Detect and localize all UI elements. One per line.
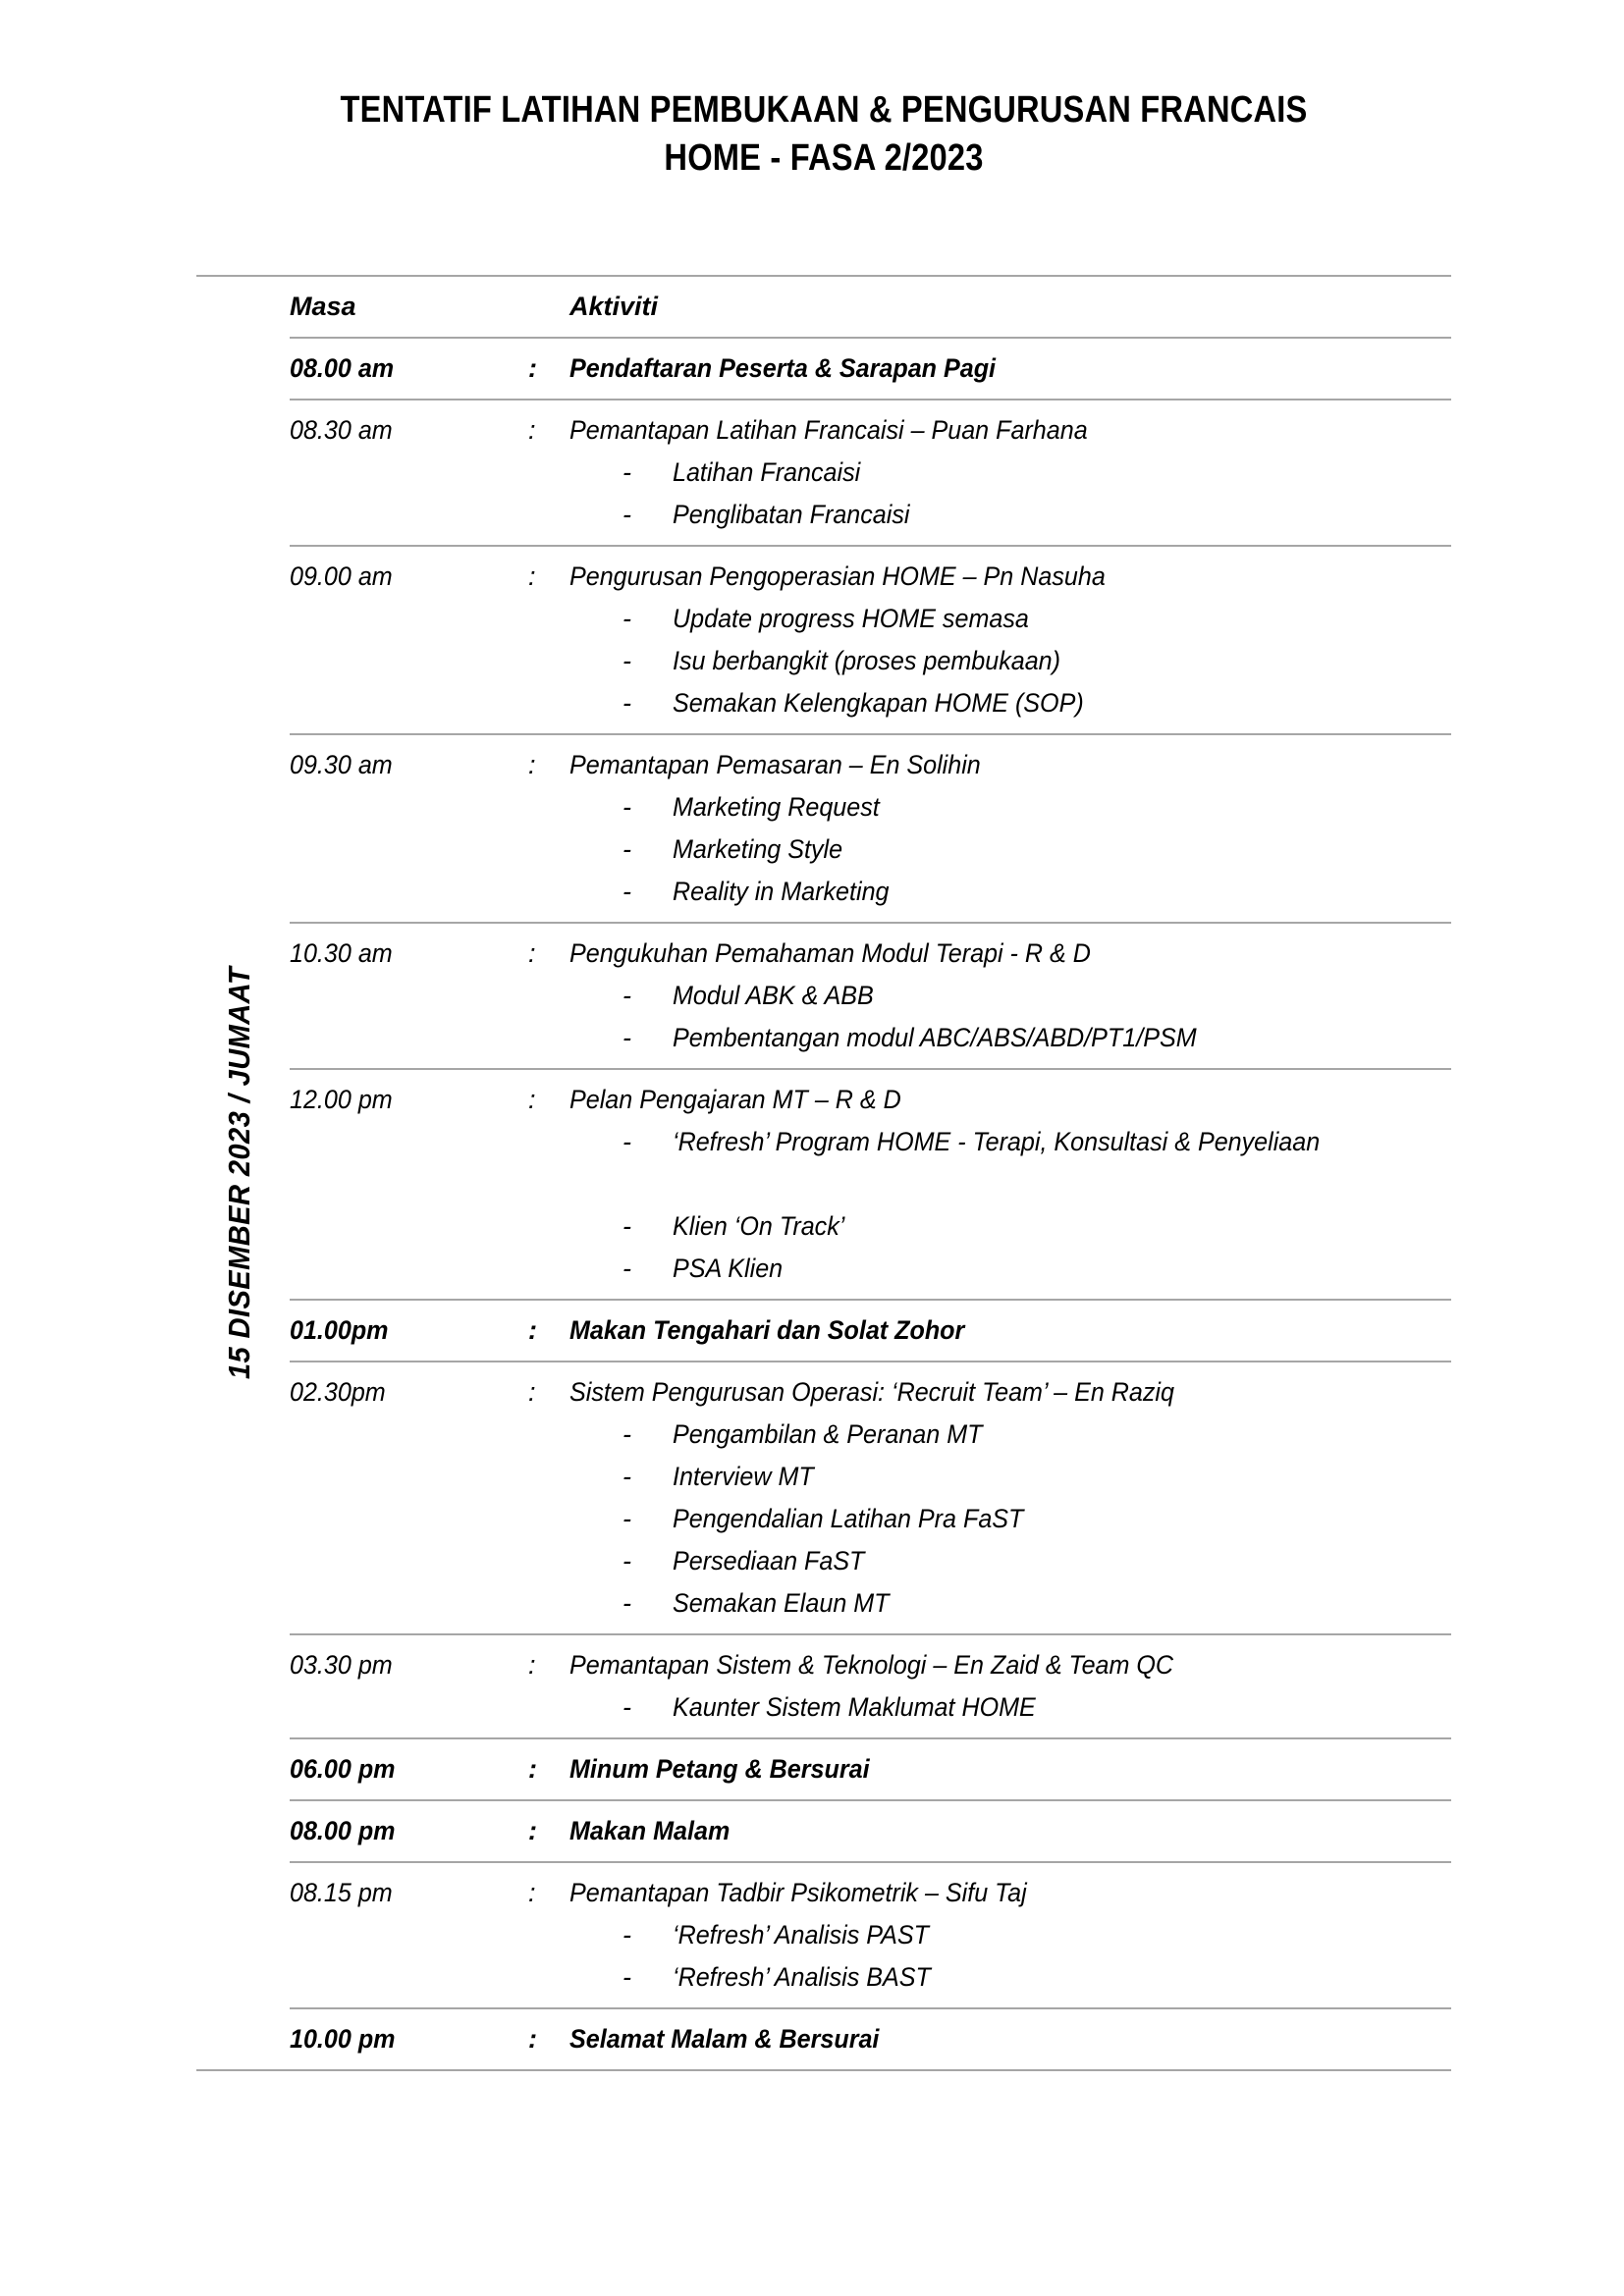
row-sub-item (196, 598, 1451, 640)
row-activity (569, 1371, 1451, 1414)
row-sub-item-label: Semakan Kelengkapan HOME (SOP) (673, 688, 1084, 718)
row-activity-text: Sistem Pengurusan Operasi: ‘Recruit Team’ – En Raziq (569, 1377, 1174, 1407)
row-activity-text: Pengurusan Pengoperasian HOME – Pn Nasuha (569, 561, 1106, 591)
bullet-dash-icon: - (623, 1419, 631, 1449)
bullet-dash-icon: - (623, 1127, 631, 1156)
table-row (196, 735, 1451, 922)
row-sub-item-label: PSA Klien (673, 1254, 784, 1283)
row-sub-item-label: Pengambilan & Peranan MT (673, 1419, 983, 1449)
row-time (290, 556, 461, 598)
row-sub-item-label: Pengendalian Latihan Pra FaST (673, 1504, 1024, 1533)
row-sub-item-label: ‘Refresh’ Analisis PAST (673, 1920, 929, 1949)
row-sub-item-label: Update progress HOME semasa (673, 604, 1029, 633)
row-time-text: 09.30 am (290, 750, 393, 779)
table-header-line (196, 286, 1451, 328)
bullet-dash-icon: - (623, 1023, 631, 1052)
row-sub-item-text (673, 1498, 1432, 1540)
row-activity (569, 1872, 1451, 1914)
row-separator-colon: : (528, 1315, 537, 1345)
row-sub-item (196, 786, 1451, 828)
row-activity (569, 2018, 1451, 2060)
row-time-text: 08.15 pm (290, 1878, 393, 1907)
bullet-dash-icon: - (623, 1692, 631, 1722)
bullet-dash-icon: - (623, 604, 631, 633)
bullet-dash-icon: - (623, 1254, 631, 1283)
row-separator-colon: : (528, 353, 537, 383)
row-separator-colon: : (528, 1878, 536, 1907)
row-separator-colon: : (528, 1085, 536, 1114)
row-sub-item-text (673, 1540, 1432, 1582)
table-row (196, 1801, 1451, 1861)
row-sub-item (196, 452, 1451, 494)
row-time-text: 10.30 am (290, 938, 393, 968)
row-sub-item-text (673, 1017, 1432, 1059)
row-separator-colon: : (528, 561, 536, 591)
row-sub-item-label: Latihan Francaisi (673, 457, 861, 487)
row-main-line (196, 933, 1451, 975)
row-main-line (196, 347, 1451, 390)
row-activity-text: Pengukuhan Pemahaman Modul Terapi - R & D (569, 938, 1091, 968)
row-activity (569, 1079, 1451, 1121)
table-row (196, 339, 1451, 399)
page-title (196, 86, 1451, 183)
row-activity (569, 744, 1451, 786)
table-row (196, 1070, 1451, 1299)
row-sub-item (196, 1686, 1451, 1729)
table-row (196, 1301, 1451, 1361)
row-sub-item-text (673, 1686, 1432, 1729)
row-sub-item-label: Marketing Style (673, 834, 843, 864)
row-time (290, 744, 461, 786)
row-time-text: 08.00 pm (290, 1816, 396, 1845)
row-separator-colon: : (528, 1754, 537, 1784)
row-sub-item (196, 1540, 1451, 1582)
bullet-dash-icon: - (623, 457, 631, 487)
table-body (196, 337, 1451, 2069)
row-time-text: 02.30pm (290, 1377, 386, 1407)
row-main-line (196, 1872, 1451, 1914)
table-header-row (196, 277, 1451, 337)
row-sub-item (196, 1121, 1451, 1205)
table-row (196, 547, 1451, 733)
row-sub-item (196, 1017, 1451, 1059)
table-row (196, 924, 1451, 1068)
row-sub-item-text (673, 1914, 1432, 1956)
row-activity-text: Pemantapan Sistem & Teknologi – En Zaid & Team QC (569, 1650, 1174, 1680)
row-sub-item (196, 1582, 1451, 1625)
row-sub-item-label: Penglibatan Francaisi (673, 500, 910, 529)
row-sub-item (196, 1248, 1451, 1290)
title-line-1 (284, 86, 1363, 134)
row-sub-item-text (673, 1414, 1432, 1456)
row-separator-colon: : (528, 2024, 537, 2054)
row-activity (569, 556, 1451, 598)
row-sub-item (196, 975, 1451, 1017)
row-time-text: 09.00 am (290, 561, 393, 591)
row-activity-text: Pemantapan Pemasaran – En Solihin (569, 750, 981, 779)
bullet-dash-icon: - (623, 1920, 631, 1949)
row-sub-item (196, 1205, 1451, 1248)
row-time-text: 06.00 pm (290, 1754, 396, 1784)
row-sub-item-text (673, 1582, 1432, 1625)
row-sub-item-label: Semakan Elaun MT (673, 1588, 890, 1618)
table-row (196, 1362, 1451, 1633)
row-time (290, 2018, 461, 2060)
row-separator-colon: : (528, 938, 536, 968)
row-activity-text: Pelan Pengajaran MT – R & D (569, 1085, 901, 1114)
row-main-line (196, 1079, 1451, 1121)
row-time (290, 347, 461, 390)
bullet-dash-icon: - (623, 1962, 631, 1992)
bullet-dash-icon: - (623, 792, 631, 822)
row-sub-item (196, 1914, 1451, 1956)
row-sub-item-text (673, 1205, 1432, 1248)
row-separator-colon: : (528, 415, 536, 445)
row-sub-item (196, 871, 1451, 913)
bullet-dash-icon: - (623, 1588, 631, 1618)
row-activity (569, 1810, 1451, 1852)
row-sub-item-label: Isu berbangkit (proses pembukaan) (673, 646, 1061, 675)
row-sub-item-text (673, 1121, 1432, 1163)
row-main-line (196, 1371, 1451, 1414)
date-label-text: 15 DISEMBER 2023 / JUMAAT (222, 966, 256, 1380)
row-main-line (196, 1309, 1451, 1352)
row-separator-colon: : (528, 1816, 537, 1845)
row-sub-item (196, 640, 1451, 682)
row-sub-item-text (673, 828, 1432, 871)
table-row (196, 400, 1451, 545)
row-sub-item-text (673, 975, 1432, 1017)
row-activity-text: Minum Petang & Bersurai (569, 1754, 870, 1784)
row-activity-text: Makan Tengahari dan Solat Zohor (569, 1315, 965, 1345)
row-main-line (196, 1810, 1451, 1852)
row-time (290, 1371, 461, 1414)
row-time (290, 409, 461, 452)
row-activity-text: Pemantapan Tadbir Psikometrik – Sifu Taj (569, 1878, 1027, 1907)
row-separator-colon: : (528, 750, 536, 779)
bullet-dash-icon: - (623, 877, 631, 906)
table-row (196, 2009, 1451, 2069)
row-sub-item-label: ‘Refresh’ Program HOME - Terapi, Konsultasi & Penyeliaan (673, 1127, 1321, 1156)
row-sub-item-text (673, 494, 1432, 536)
row-time (290, 1748, 461, 1790)
bullet-dash-icon: - (623, 500, 631, 529)
row-activity (569, 409, 1451, 452)
row-time-text: 01.00pm (290, 1315, 389, 1345)
row-time (290, 1872, 461, 1914)
schedule-table (196, 275, 1451, 2071)
row-main-line (196, 556, 1451, 598)
row-separator-colon: : (528, 1377, 536, 1407)
row-sub-item-text (673, 640, 1432, 682)
row-time (290, 1810, 461, 1852)
row-sub-item (196, 828, 1451, 871)
title-line-1-text: TENTATIF LATIHAN PEMBUKAAN & PENGURUSAN FRANCAIS (340, 89, 1308, 131)
row-main-line (196, 1644, 1451, 1686)
row-activity (569, 933, 1451, 975)
row-sub-item-text (673, 598, 1432, 640)
row-sub-item (196, 1956, 1451, 1999)
row-activity (569, 1748, 1451, 1790)
row-sub-item-label: ‘Refresh’ Analisis BAST (673, 1962, 931, 1992)
bullet-dash-icon: - (623, 1211, 631, 1241)
row-time-text: 12.00 pm (290, 1085, 393, 1114)
column-header-time: Masa (290, 292, 356, 321)
bullet-dash-icon: - (623, 646, 631, 675)
row-sub-item (196, 1498, 1451, 1540)
table-row (196, 1739, 1451, 1799)
row-activity (569, 347, 1451, 390)
row-time (290, 933, 461, 975)
row-time-text: 10.00 pm (290, 2024, 396, 2054)
row-sub-item-label: Pembentangan modul ABC/ABS/ABD/PT1/PSM (673, 1023, 1197, 1052)
row-main-line (196, 1748, 1451, 1790)
row-sub-item-label: Interview MT (673, 1462, 814, 1491)
row-main-line (196, 744, 1451, 786)
row-sub-item-label: Klien ‘On Track’ (673, 1211, 845, 1241)
row-sub-item-label: Kaunter Sistem Maklumat HOME (673, 1692, 1036, 1722)
row-time (290, 1644, 461, 1686)
row-time-text: 08.00 am (290, 353, 395, 383)
row-sub-item (196, 682, 1451, 724)
row-sub-item (196, 1456, 1451, 1498)
column-header-activity: Aktiviti (569, 292, 659, 321)
row-activity-text: Selamat Malam & Bersurai (569, 2024, 880, 2054)
bullet-dash-icon: - (623, 981, 631, 1010)
row-sub-item-text (673, 871, 1432, 913)
row-separator-colon: : (528, 1650, 536, 1680)
row-sub-item-text (673, 786, 1432, 828)
row-time (290, 1079, 461, 1121)
row-activity (569, 1309, 1451, 1352)
table-bottom-rule (196, 2069, 1451, 2071)
bullet-dash-icon: - (623, 688, 631, 718)
row-sub-item-label: Persediaan FaST (673, 1546, 865, 1575)
row-sub-item-label: Reality in Marketing (673, 877, 890, 906)
row-time (290, 1309, 461, 1352)
title-line-2 (284, 134, 1363, 183)
row-sub-item-text (673, 452, 1432, 494)
bullet-dash-icon: - (623, 1462, 631, 1491)
row-activity-text: Makan Malam (569, 1816, 731, 1845)
row-time-text: 03.30 pm (290, 1650, 393, 1680)
row-sub-item-text (673, 1456, 1432, 1498)
row-activity-text: Pemantapan Latihan Francaisi – Puan Farhana (569, 415, 1088, 445)
row-time-text: 08.30 am (290, 415, 393, 445)
table-row (196, 1635, 1451, 1737)
row-activity (569, 1644, 1451, 1686)
row-sub-item-label: Modul ABK & ABB (673, 981, 874, 1010)
bullet-dash-icon: - (623, 1504, 631, 1533)
row-sub-item-text (673, 1248, 1432, 1290)
row-sub-item-label: Marketing Request (673, 792, 880, 822)
bullet-dash-icon: - (623, 834, 631, 864)
row-activity-text: Pendaftaran Peserta & Sarapan Pagi (569, 353, 997, 383)
table-row (196, 1863, 1451, 2007)
bullet-dash-icon: - (623, 1546, 631, 1575)
row-sub-item (196, 1414, 1451, 1456)
title-line-2-text: HOME - FASA 2/2023 (664, 137, 984, 179)
row-sub-item-text (673, 682, 1432, 724)
row-sub-item-text (673, 1956, 1432, 1999)
row-main-line (196, 409, 1451, 452)
row-sub-item (196, 494, 1451, 536)
row-main-line (196, 2018, 1451, 2060)
